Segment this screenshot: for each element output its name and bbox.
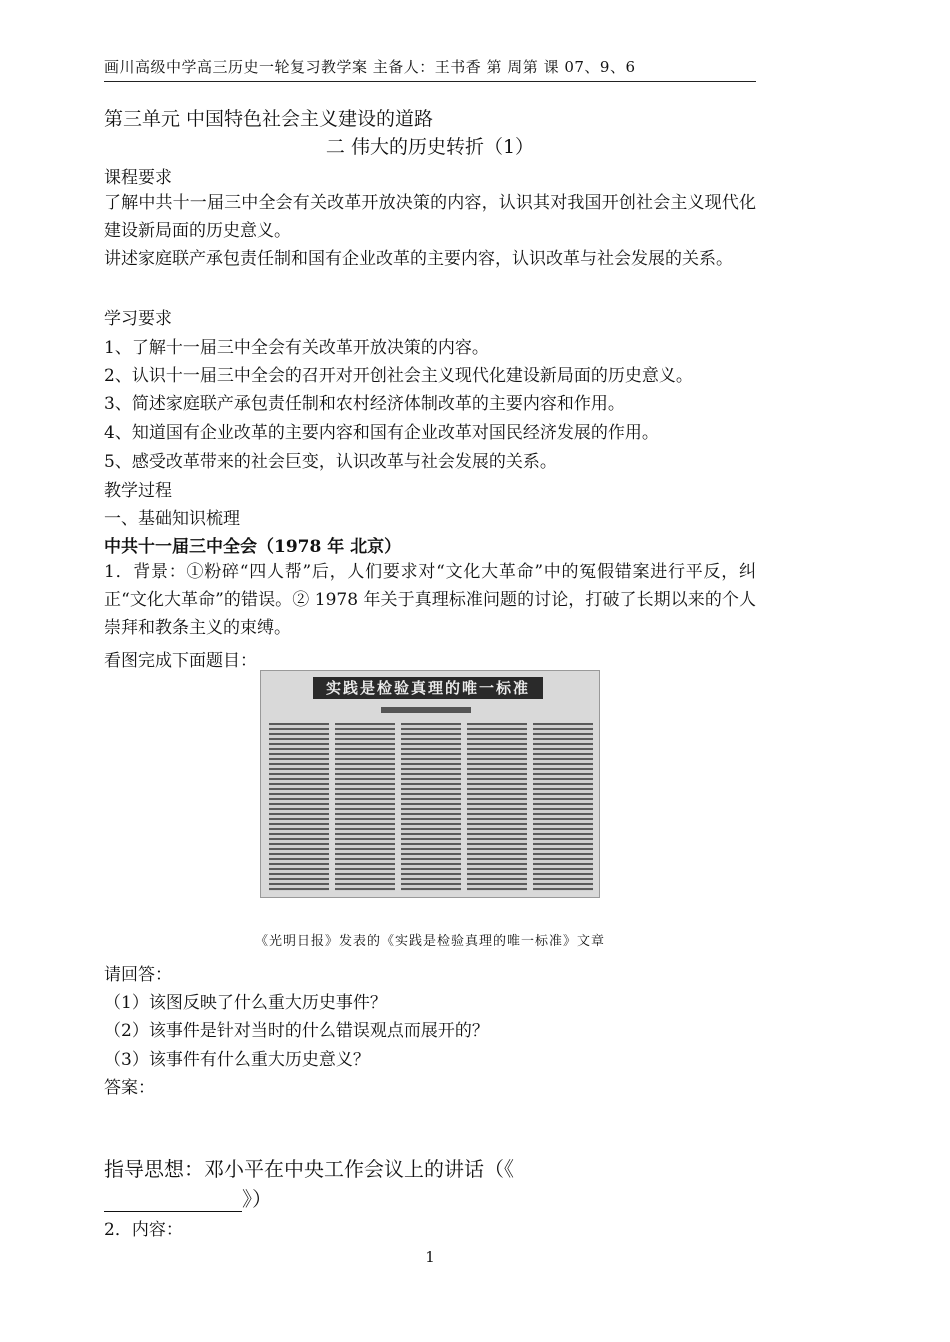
study-requirement-2: 2、认识十一届三中全会的召开对开创社会主义现代化建设新局面的历史意义。 bbox=[104, 366, 693, 386]
teaching-process-heading: 教学过程 bbox=[104, 481, 172, 501]
course-requirements-heading: 课程要求 bbox=[104, 168, 172, 188]
guiding-thought-continuation bbox=[104, 1183, 272, 1212]
figure-caption: 《光明日报》发表的《实践是检验真理的唯一标准》文章 bbox=[254, 934, 605, 949]
answer-prompt: 请回答： bbox=[104, 965, 172, 985]
closing-bracket: 》） bbox=[242, 1187, 272, 1211]
course-requirement-1: 了解中共十一届三中全会有关改革开放决策的内容，认识其对我国开创社会主义现代化建设新局面的历史意义。 bbox=[104, 193, 756, 241]
newspaper-figure bbox=[260, 670, 600, 898]
guiding-thought-line: 指导思想：邓小平在中央工作会议上的讲话（《 bbox=[104, 1157, 514, 1181]
figure-headline: 实践是检验真理的唯一标准 bbox=[313, 677, 543, 699]
figure-byline-block bbox=[381, 707, 471, 713]
course-requirement-2: 讲述家庭联产承包责任制和国有企业改革的主要内容，认识改革与社会发展的关系。 bbox=[104, 249, 733, 269]
text-column bbox=[269, 723, 329, 891]
text-column bbox=[401, 723, 461, 891]
text-column bbox=[335, 723, 395, 891]
answer-label: 答案： bbox=[104, 1078, 155, 1098]
page-number: 1 bbox=[425, 1248, 435, 1266]
look-at-figure-prompt: 看图完成下面题目： bbox=[104, 651, 257, 671]
study-requirement-5: 5、感受改革带来的社会巨变，认识改革与社会发展的关系。 bbox=[104, 452, 557, 472]
study-requirement-1: 1、了解十一届三中全会有关改革开放决策的内容。 bbox=[104, 338, 489, 358]
text-column bbox=[533, 723, 593, 891]
study-requirement-3: 3、简述家庭联产承包责任制和农村经济体制改革的主要内容和作用。 bbox=[104, 394, 625, 414]
question-1: （1）该图反映了什么重大历史事件？ bbox=[104, 993, 387, 1013]
page-header: 画川高级中学高三历史一轮复习教学案 主备人：王书香 第 周第 课 07、9、6 bbox=[104, 56, 756, 82]
question-2: （2）该事件是针对当时的什么错误观点而展开的？ bbox=[104, 1021, 489, 1041]
content-label: 2．内容： bbox=[104, 1220, 183, 1240]
background-paragraph: 1．背景：①粉碎“四人帮”后，人们要求对“文化大革命”中的冤假错案进行平反，纠正“文化大革命”的错误。② 1978 年关于真理标准问题的讨论，打破了长期以来的个人崇拜和教条主义的束缚。 bbox=[104, 562, 756, 638]
section-basic-knowledge: 一、基础知识梳理 bbox=[104, 509, 240, 529]
meeting-heading: 中共十一届三中全会（1978 年 北京） bbox=[104, 537, 402, 557]
study-requirements-heading: 学习要求 bbox=[104, 309, 172, 329]
lesson-title: 二 伟大的历史转折（1） bbox=[325, 136, 535, 158]
unit-title: 第三单元 中国特色社会主义建设的道路 bbox=[104, 108, 434, 130]
question-3: （3）该事件有什么重大历史意义？ bbox=[104, 1050, 370, 1070]
fill-in-blank[interactable] bbox=[104, 1193, 242, 1212]
text-column bbox=[467, 723, 527, 891]
study-requirement-4: 4、知道国有企业改革的主要内容和国有企业改革对国民经济发展的作用。 bbox=[104, 423, 659, 443]
